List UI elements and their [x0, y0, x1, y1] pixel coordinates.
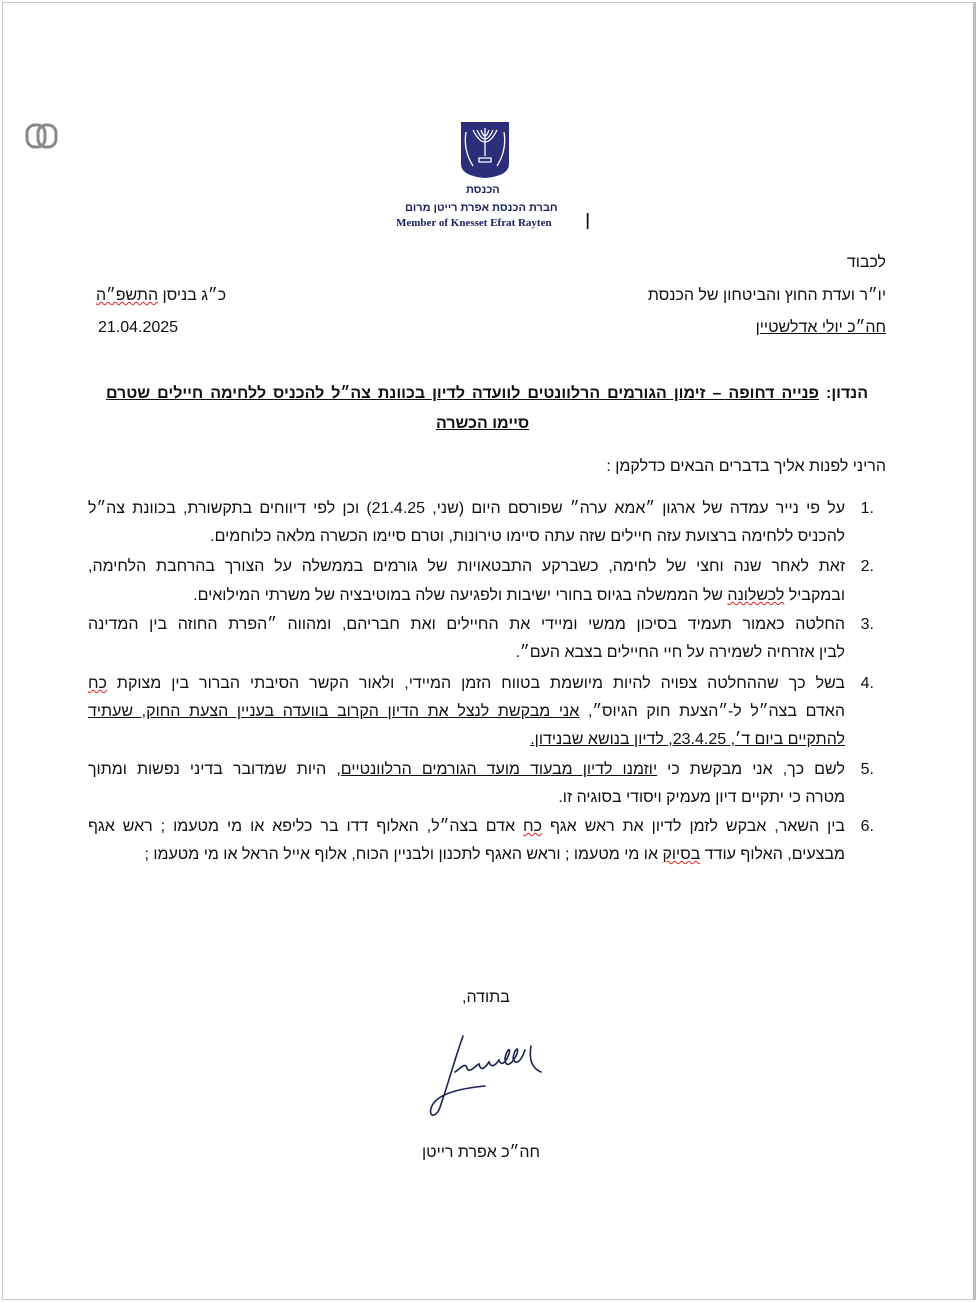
item-1-line-1: על פי נייר עמדה של ארגון ״אמא ערה״ שפורסם היום (שני, 21.4.25) וכן לפי דיווחים בתקשורת, בכוונת צה״ל	[88, 500, 846, 517]
item-5-line-2: מטרה כי יתקיים דיון מעמיק ויסודי בסוגיה זו.	[558, 789, 845, 806]
item-number: 6.	[860, 818, 874, 835]
loop-icon[interactable]	[24, 120, 60, 158]
subject-text	[106, 385, 819, 402]
item-2-line-1: זאת לאחר שנה וחצי של לחימה, כשברקע התבטאויות של גורמים בממשלה על הצורך בהרחבת הלחימה,	[88, 558, 845, 575]
signature	[425, 1028, 560, 1129]
text: בין השאר, אבקש לזמן לדיון את ראש אגף	[541, 818, 846, 835]
flagged-word: בסיוק	[662, 846, 701, 863]
flagged-word: כח	[88, 675, 107, 692]
item-number: 3.	[860, 616, 874, 633]
underlined-request: אני מבקשת לנצל את הדיון הקרוב בוועדה בעניין הצעת החוק, שעתיד	[88, 703, 580, 720]
item-number: 2.	[860, 558, 874, 575]
hebrew-date-prefix: כ״ג בניסן	[158, 287, 227, 304]
text: , היות שמדובר בדיני נפשות ומתוך	[88, 761, 341, 778]
text: של הממשלה בגיוס בחורי ישיבות ולפגיעה שלה במוטיבציה של משרתי המילואים.	[193, 587, 728, 604]
hebrew-date	[96, 286, 226, 306]
addressee-title: יו״ר ועדת החוץ והביטחון של הכנסת	[647, 287, 886, 304]
item-number: 4.	[860, 675, 874, 692]
text: בשל כך שההחלטה צפויה להיות מיושמת בטווח הזמן המיידי, ולאור הקשר הסיבתי הברור בין מצוקת	[106, 675, 845, 692]
item-5-line-1	[88, 760, 845, 780]
item-4-line-2	[88, 702, 845, 722]
knesset-emblem	[459, 120, 511, 186]
item-4-line-1	[88, 674, 845, 694]
text: האדם בצה״ל ל-״הצעת חוק הגיוס״,	[579, 703, 845, 720]
text: או מי מטעמו ; וראש האגף לתכנון ולבניין הכוח, אלוף אייל הראל או מי מטעמו ;	[144, 846, 663, 863]
subject-flagged-word: הרלוונטים	[527, 385, 601, 402]
item-1-line-2: להכניס ללחימה ברצועת עזה חיילים שזה עתה סיימו טירונות, וטרם סיימו הכשרה מלאה כלוחמים.	[210, 528, 845, 545]
item-3-line-1: החלטה כאמור תעמיד בסיכון ממשי ומיידי את החיילים ואת חבריהם, ומהווה ״הפרת החוזה בין המדינה	[88, 616, 845, 633]
item-4-line-3	[88, 730, 845, 750]
gregorian-date: 21.04.2025	[98, 319, 179, 336]
text: אדם בצה״ל, האלוף דדו בר כליפא או מי מטעמו ; ראש אגף	[88, 818, 524, 835]
item-3-line-2: לבין אזרחיה לשמירה על חיי החיילים בצבא העם״.	[515, 644, 845, 661]
item-number: 5.	[860, 761, 874, 778]
underlined-request: יוזמנו לדיון מבעוד מועד הגורמים הרלוונטיים	[340, 761, 658, 778]
letterhead-org: הכנסת	[466, 184, 500, 196]
letterhead-member-he: חברת הכנסת אפרת רייטן מרום	[405, 202, 558, 214]
subject-line-2: סיימו הכשרה	[436, 415, 530, 432]
subject-part1: פנייה דחופה – זימון הגורמים	[600, 385, 819, 402]
subject-line	[106, 384, 868, 404]
text: ובמקביל	[784, 587, 845, 604]
stray-character: ן	[585, 208, 591, 230]
subject-colon: :	[818, 385, 832, 402]
flagged-word: כח	[523, 818, 542, 835]
item-2-line-2	[88, 586, 845, 606]
signer-name: חה״כ אפרת רייטן	[422, 1144, 540, 1161]
underlined-request: להתקיים ביום ד׳, 23.4.25, לדיון בנושא שבנידון.	[530, 731, 845, 748]
item-6-line-2	[88, 845, 845, 865]
text: מבצעים, האלוף עודד	[700, 846, 845, 863]
text: לשם כך, אני מבקשת כי	[657, 761, 846, 778]
addressee-name: חה״כ יולי אדלשטיין	[755, 319, 886, 336]
closing-thanks: בתודה,	[462, 989, 510, 1006]
letterhead-member-en: Member of Knesset Efrat Rayten	[396, 217, 552, 229]
subject-label: הנדון	[831, 385, 869, 402]
item-6-line-1	[88, 817, 845, 837]
hebrew-date-year: התשפ״ה	[96, 287, 159, 304]
intro-text: הריני לפנות אליך בדברים הבאים כדלקמן :	[606, 458, 886, 475]
flagged-word: לכשלונה	[727, 587, 785, 604]
salutation: לכבוד	[846, 254, 886, 271]
item-number: 1.	[860, 500, 874, 517]
subject-part2: לוועדה לדיון בכוונת צה״ל להכניס ללחימה חיילים שטרם	[106, 385, 528, 402]
